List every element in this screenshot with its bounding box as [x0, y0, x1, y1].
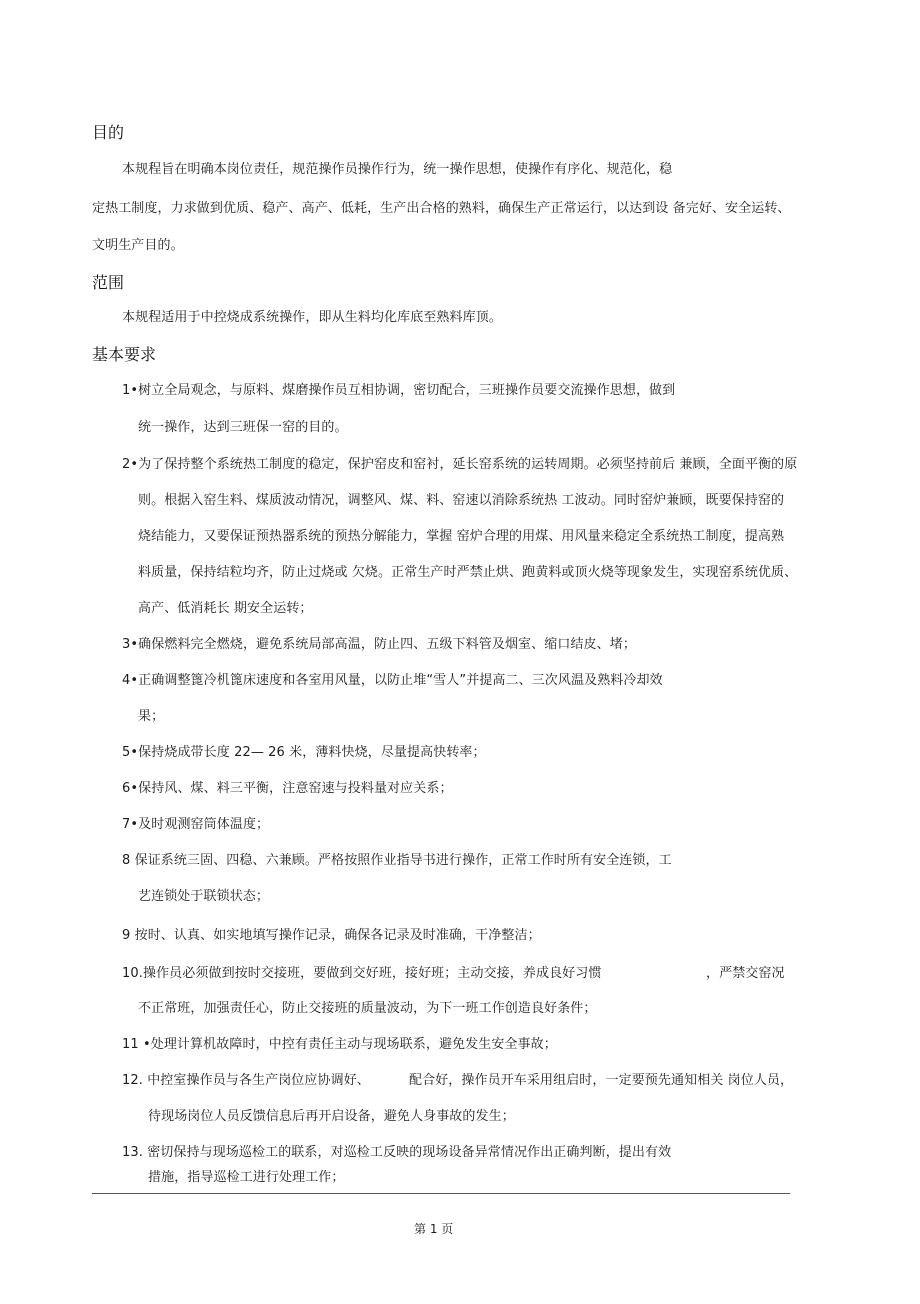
requirement-item-13: 13. 密切保持与现场巡检工的联系，对巡检工反映的现场设备异常情况作出正确判断，提出有效	[122, 1145, 672, 1160]
requirement-item-4: 4•正确调整篦冷机篦床速度和各室用风量，以防止堆“雪人”并提高二、三次风温及熟料冷却效	[122, 673, 663, 688]
requirement-item-4-cont: 果；	[138, 709, 165, 724]
requirement-item-1-cont: 统一操作，达到三班保一窑的目的。	[138, 420, 348, 435]
section-heading-purpose: 目的	[92, 123, 125, 142]
requirement-item-11: 11 •处理计算机故障时，中控有责任主动与现场联系，避免发生安全事故；	[122, 1037, 557, 1052]
requirement-item-8-cont: 艺连锁处于联锁状态；	[138, 889, 270, 904]
requirement-item-2-cont: 烧结能力，又要保证预热器系统的预热分解能力，掌握 窑炉合理的用煤、用风量来稳定全系统热工制度，提高熟	[138, 529, 785, 544]
requirement-item-12-cont: 待现场岗位人员反馈信息后再开启设备，避免人身事故的发生；	[148, 1109, 515, 1124]
requirement-item-12: 12. 中控室操作员与各生产岗位应协调好、	[122, 1073, 370, 1088]
requirement-item-12-tail: 配合好，操作员开车采用组启时，一定要预先通知相关 岗位人员，	[409, 1073, 794, 1088]
section-heading-scope: 范围	[92, 273, 125, 292]
requirement-item-13-cont: 措施，指导巡检工进行处理工作；	[148, 1170, 345, 1185]
requirement-item-5: 5•保持烧成带长度 22— 26 米，薄料快烧，尽量提高快转率；	[122, 745, 486, 760]
requirement-item-8: 8 保证系统三固、四稳、六兼顾。严格按照作业指导书进行操作，正常工作时所有安全连锁，工	[122, 853, 672, 868]
requirement-item-10-cont: 不正常班，加强责任心，防止交接班的质量波动，为下一班工作创造良好条件；	[138, 1001, 597, 1016]
requirement-item-3: 3•确保燃料完全燃烧，避免系统局部高温，防止四、五级下料管及烟室、缩口结皮、堵；	[122, 637, 636, 652]
paragraph-line: 本规程适用于中控烧成系统操作，即从生料均化库底至熟料库顶。	[122, 310, 502, 325]
requirement-item-2-cont: 料质量，保持结粒均齐，防止过烧或 欠烧。正常生产时严禁止烘、跑黄料或顶火烧等现象发生，实现窑系统优质、	[138, 565, 798, 580]
paragraph-line: 本规程旨在明确本岗位责任，规范操作员操作行为，统一操作思想，使操作有序化、规范化，稳	[122, 162, 673, 177]
paragraph-line: 文明生产目的。	[92, 238, 184, 253]
requirement-item-6: 6•保持风、煤、料三平衡，注意窑速与投料量对应关系；	[122, 781, 453, 796]
requirement-item-2: 2•为了保持整个系统热工制度的稳定，保护窑皮和窑衬，延长窑系统的运转周期。必须坚持前后 兼顾，全面平衡的原	[122, 457, 798, 472]
paragraph-line: 定热工制度，力求做到优质、稳产、高产、低耗，生产出合格的熟料，确保生产正常运行，以达到设 备完好、安全运转、	[92, 201, 791, 216]
requirement-item-2-cont: 则。根据入窑生料、煤质波动情况，调整风、煤、料、窑速以消除系统热 工波动。同时窑炉兼顾，既要保持窑的	[138, 493, 785, 508]
requirement-item-7: 7•及时观测窑筒体温度；	[122, 817, 270, 832]
requirement-item-2-cont: 高产、低消耗长 期安全运转；	[138, 601, 313, 616]
requirement-item-10: 10.操作员必须做到按时交接班，要做到交好班，接好班；主动交接，养成良好习惯	[122, 966, 602, 981]
requirement-item-10-tail: ，严禁交窑况	[706, 966, 785, 981]
section-heading-requirements: 基本要求	[92, 345, 157, 364]
footer-divider	[92, 1193, 790, 1194]
requirement-item-9: 9 按时、认真、如实地填写操作记录，确保各记录及时准确，干净整洁；	[122, 928, 541, 943]
page-number: 第 1 页	[414, 1222, 454, 1236]
requirement-item-1: 1•树立全局观念，与原料、煤磨操作员互相协调，密切配合，三班操作员要交流操作思想，做到	[122, 383, 676, 398]
